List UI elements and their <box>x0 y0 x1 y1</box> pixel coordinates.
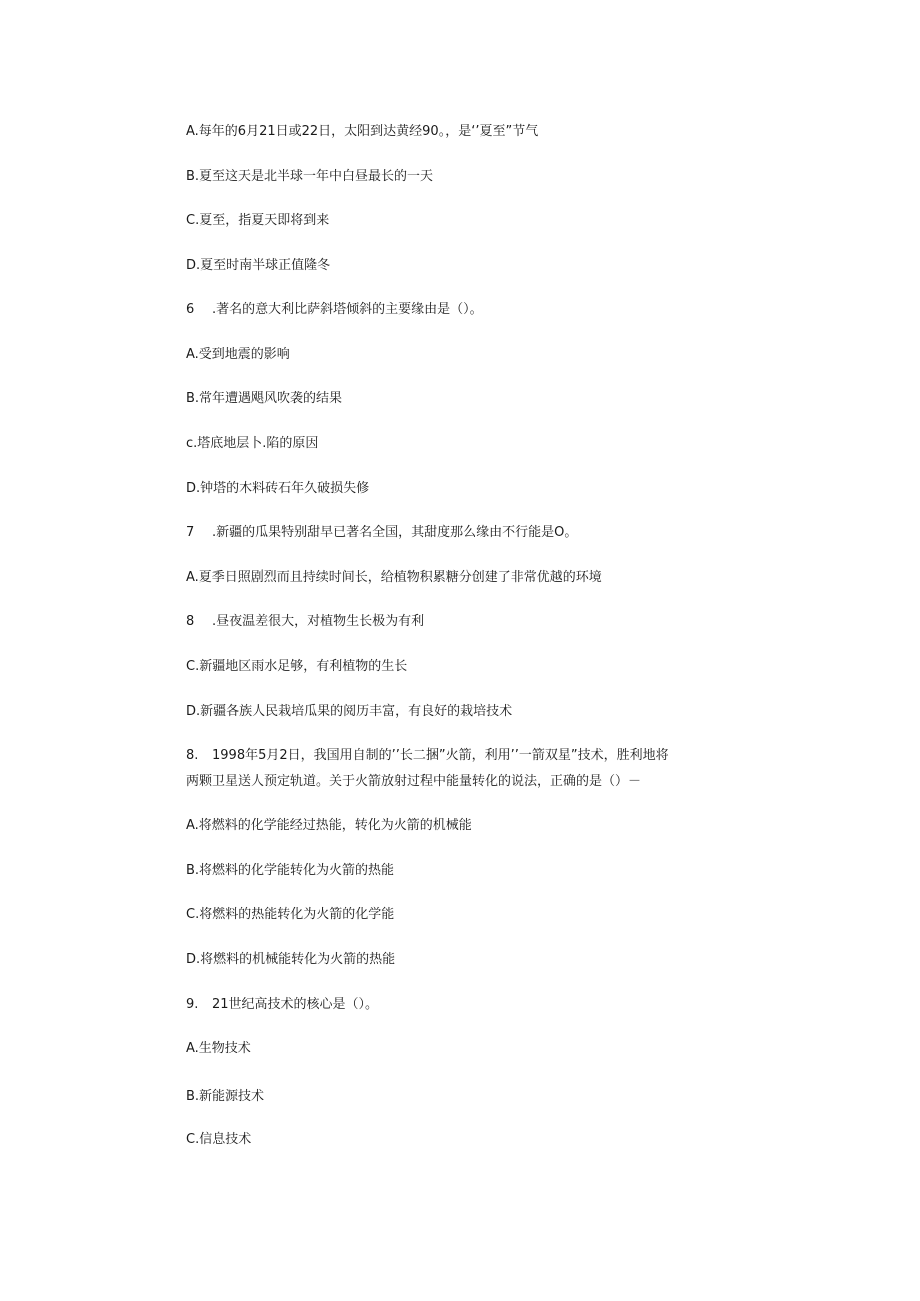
option-text: B.夏至这天是北半球一年中白昼最长的一天 <box>186 169 434 184</box>
option-line <box>186 1038 786 1060</box>
question-text: 两颗卫星送人预定轨道。关于火箭放射过程中能量转化的说法，正确的是（）－ <box>186 774 642 789</box>
question-text: 1998年5月2日，我国用自制的’’长二捆”火箭，利用’’一箭双星”技术，胜利地将 <box>212 748 669 763</box>
option-line <box>186 255 786 277</box>
option-line <box>186 121 786 143</box>
option-line <box>186 701 786 723</box>
option-text: C.信息技术 <box>186 1132 252 1147</box>
option-text: D.将燃料的机械能转化为火箭的热能 <box>186 952 396 967</box>
option-line <box>186 860 786 882</box>
question-9 <box>186 994 786 1016</box>
question-number: 6 <box>186 302 195 317</box>
option-text: A.受到地震的影响 <box>186 347 290 362</box>
question-number: 8. <box>186 748 199 763</box>
question-number: 9. <box>186 997 199 1012</box>
question-number: 7 <box>186 525 195 540</box>
option-line <box>186 388 786 410</box>
option-text: A.夏季日照剧烈而且持续时间长，给植物积累糖分创建了非常优越的环境 <box>186 570 602 585</box>
option-line <box>186 815 786 837</box>
option-text: D.新疆各族人民栽培瓜果的阅历丰富，有良好的栽培技术 <box>186 704 513 719</box>
option-line <box>186 611 786 633</box>
option-line <box>186 166 786 188</box>
option-text: A.每年的6月21日或22日，太阳到达黄经90。，是‘’夏至”节气 <box>186 124 539 139</box>
option-line <box>186 433 786 455</box>
question-8-continued <box>186 771 786 793</box>
question-6 <box>186 299 786 321</box>
option-text: A.生物技术 <box>186 1041 251 1056</box>
question-text: .著名的意大利比萨斜塔倾斜的主要缘由是（）。 <box>212 302 483 317</box>
question-text: 21世纪高技术的核心是（）。 <box>212 997 379 1012</box>
option-text: B.将燃料的化学能转化为火箭的热能 <box>186 863 395 878</box>
option-line <box>186 478 786 500</box>
option-text: A.将燃料的化学能经过热能，转化为火箭的机械能 <box>186 818 472 833</box>
option-text: D.夏至时南半球正值隆冬 <box>186 258 331 273</box>
question-text: .新疆的瓜果特别甜早已著名全国，其甜度那么缘由不行能是O。 <box>212 525 578 540</box>
question-8 <box>186 745 786 767</box>
option-line <box>186 904 786 926</box>
option-line <box>186 1129 786 1151</box>
option-text: .昼夜温差很大，对植物生长极为有利 <box>212 614 425 629</box>
option-line <box>186 949 786 971</box>
option-line <box>186 1086 786 1108</box>
question-7 <box>186 522 786 544</box>
option-text: C.新疆地区雨水足够，有利植物的生长 <box>186 659 408 674</box>
option-text: D.钟塔的木料砖石年久破损失修 <box>186 481 370 496</box>
option-line <box>186 567 786 589</box>
question-number: 8 <box>186 614 195 629</box>
option-text: B.新能源技术 <box>186 1089 265 1104</box>
option-text: B.常年遭遇飓风吹袭的结果 <box>186 391 343 406</box>
option-text: C.夏至，指夏天即将到来 <box>186 213 330 228</box>
option-line <box>186 210 786 232</box>
option-line <box>186 656 786 678</box>
option-line <box>186 344 786 366</box>
option-text: c.塔底地层卜.陷的原因 <box>186 436 319 451</box>
option-text: C.将燃料的热能转化为火箭的化学能 <box>186 907 395 922</box>
